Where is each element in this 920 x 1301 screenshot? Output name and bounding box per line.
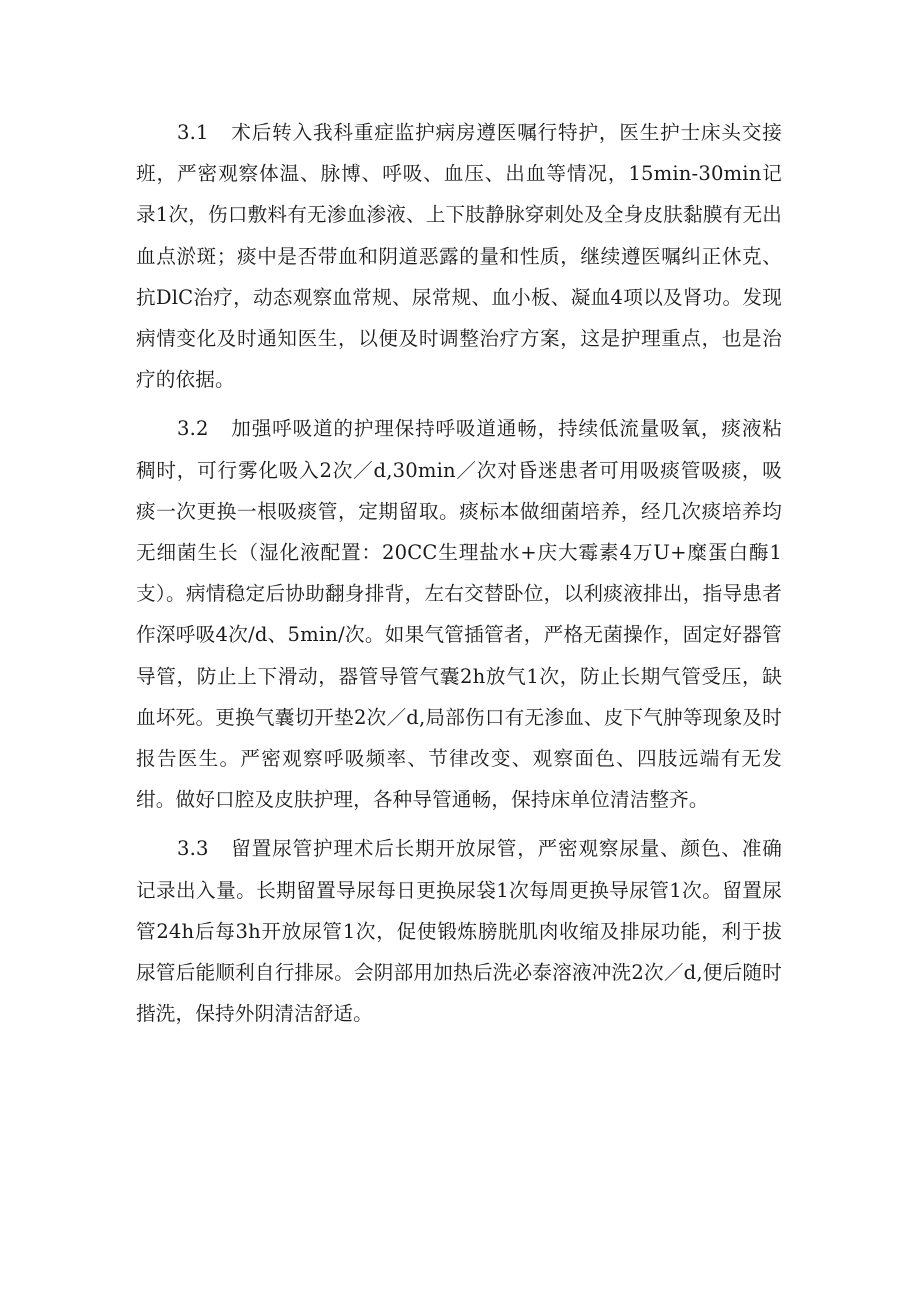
paragraph-text: 加强呼吸道的护理保持呼吸道通畅，持续低流量吸氧，痰液粘稠时，可行雾化吸入2次／d,30min／次对昏迷患者可用吸痰管吸痰，吸痰一次更换一根吸痰管，定期留取。痰标本做细菌培养，经几次痰培养均无细菌生长（湿化液配置：20CC生理盐水+庆大霉素4万U+糜蛋白酶1支）。病情稳定后协助翻身排背，左右交替卧位，以利痰液排出，指导患者作深呼吸4次/d、5min/次。如果气管插管者，严格无菌操作，固定好器管导管，防止上下滑动，器管导管气囊2h放气1次，防止长期气管受压，缺血坏死。更换气囊切开垫2次／d,局部伤口有无渗血、皮下气肿等现象及时报告医生。严密观察呼吸频率、节律改变、观察面色、四肢远端有无发绀。做好口腔及皮肤护理，各种导管通畅，保持床单位清洁整齐。 [136,417,782,812]
paragraph-3-1 [136,112,782,400]
document-body [136,112,782,1042]
section-number: 3.1 [177,121,209,144]
paragraph-text: 术后转入我科重症监护病房遵医嘱行特护，医生护士床头交接班，严密观察体温、脉博、呼吸、血压、出血等情况，15min-30min记录1次，伤口敷料有无渗血渗液、上下肢静脉穿刺处及全身皮肤黏膜有无出血点淤斑；痰中是否带血和阴道恶露的量和性质，继续遵医嘱纠正休克、抗DlC治疗，动态观察血常规、尿常规、血小板、凝血4项以及肾功。发现病情变化及时通知医生，以便及时调整治疗方案，这是护理重点，也是治疗的依据。 [136,121,782,392]
paragraph-text: 留置尿管护理术后长期开放尿管，严密观察尿量、颜色、准确记录出入量。长期留置导尿每日更换尿袋1次每周更换导尿管1次。留置尿管24h后每3h开放尿管1次，促使锻炼膀胱肌肉收缩及排尿功能，利于拔尿管后能顺利自行排尿。会阴部用加热后洗必泰溶液冲洗2次／d,便后随时揩洗，保持外阴清洁舒适。 [136,837,782,1026]
section-number: 3.3 [177,837,209,861]
section-number: 3.2 [177,417,209,441]
paragraph-3-2 [136,408,782,820]
paragraph-3-3 [136,828,782,1034]
